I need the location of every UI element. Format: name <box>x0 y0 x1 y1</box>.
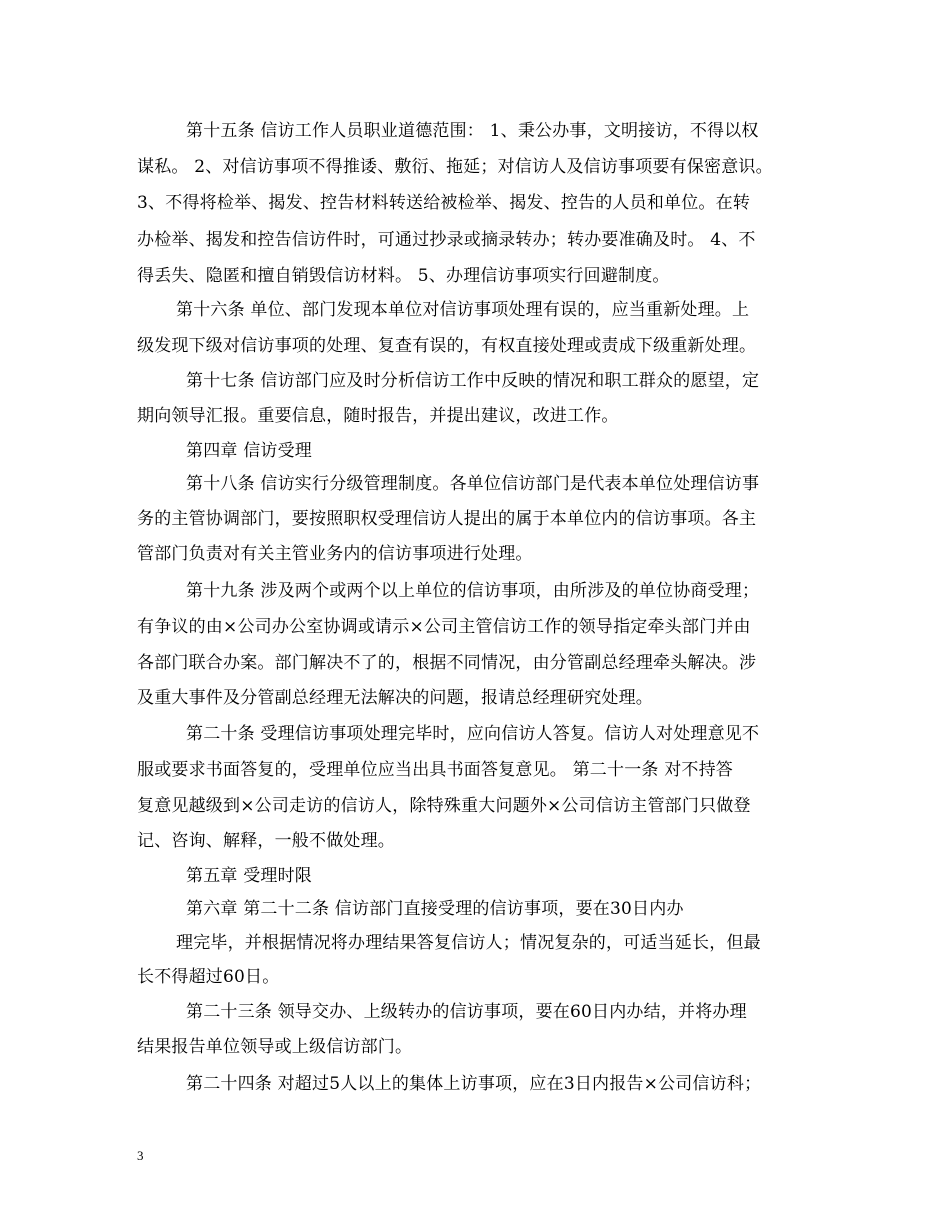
text-line: 及重大事件及分管副总经理无法解决的问题，报请总经理研究处理。 <box>137 688 653 708</box>
text-line: 结果报告单位领导或上级信访部门。 <box>137 1037 413 1057</box>
text-line: 服或要求书面答复的，受理单位应当出具书面答复意见。 第二十一条 对不持答 <box>137 760 734 780</box>
chapter-heading: 第五章 受理时限 <box>186 866 313 886</box>
text-line: 记、咨询、解释，一般不做处理。 <box>137 831 395 851</box>
text-line: 办检举、揭发和控告信访件时，可通过抄录或摘录转办；转办要准确及时。 4、不 <box>137 230 756 250</box>
text-line: 级发现下级对信访事项的处理、复查有误的，有权直接处理或责成下级重新处理。 <box>137 336 757 356</box>
text-line: 得丢失、隐匿和擅自销毁信访材料。 5、办理信访事项实行回避制度。 <box>137 266 670 286</box>
page-number: 3 <box>137 1148 144 1163</box>
text-line: 3、不得将检举、揭发、控告材料转送给被检举、揭发、控告的人员和单位。在转 <box>137 193 751 213</box>
text-line: 第十六条 单位、部门发现本单位对信访事项处理有误的，应当重新处理。上 <box>176 300 750 320</box>
text-line: 谋私。 2、对信访事项不得推诿、敷衍、拖延；对信访人及信访事项要有保密意识。 <box>137 157 773 177</box>
text-line: 第十七条 信访部门应及时分析信访工作中反映的情况和职工群众的愿望，定 <box>186 371 760 391</box>
text-line: 第六章 第二十二条 信访部门直接受理的信访事项，要在30日内办 <box>186 899 684 919</box>
text-line: 务的主管协调部门，要按照职权受理信访人提出的属于本单位内的信访事项。各主 <box>137 509 757 529</box>
text-line: 长不得超过60日。 <box>137 967 280 987</box>
text-line: 理完毕，并根据情况将办理结果答复信访人；情况复杂的，可适当延长，但最 <box>176 933 761 953</box>
chapter-heading: 第四章 信访受理 <box>186 441 313 461</box>
text-line: 期向领导汇报。重要信息，随时报告，并提出建议，改进工作。 <box>137 406 619 426</box>
text-line: 第十五条 信访工作人员职业道德范围： 1、秉公办事，文明接访，不得以权 <box>186 121 759 141</box>
text-line: 有争议的由×公司办公室协调或请示×公司主管信访工作的领导指定牵头部门并由 <box>137 617 751 637</box>
text-line: 第二十四条 对超过5人以上的集体上访事项，应在3日内报告×公司信访科； <box>186 1074 762 1094</box>
text-line: 第十九条 涉及两个或两个以上单位的信访事项，由所涉及的单位协商受理； <box>186 581 760 601</box>
text-line: 第二十三条 领导交办、上级转办的信访事项，要在60日内办结，并将办理 <box>186 1002 747 1022</box>
text-line: 第二十条 受理信访事项处理完毕时，应向信访人答复。信访人对处理意见不 <box>186 724 760 744</box>
text-line: 第十八条 信访实行分级管理制度。各单位信访部门是代表本单位处理信访事 <box>186 474 760 494</box>
text-line: 管部门负责对有关主管业务内的信访事项进行处理。 <box>137 544 533 564</box>
text-line: 各部门联合办案。部门解决不了的，根据不同情况，由分管副总经理牵头解决。涉 <box>137 653 757 673</box>
text-line: 复意见越级到×公司走访的信访人，除特殊重大问题外×公司信访主管部门只做登 <box>137 796 751 816</box>
